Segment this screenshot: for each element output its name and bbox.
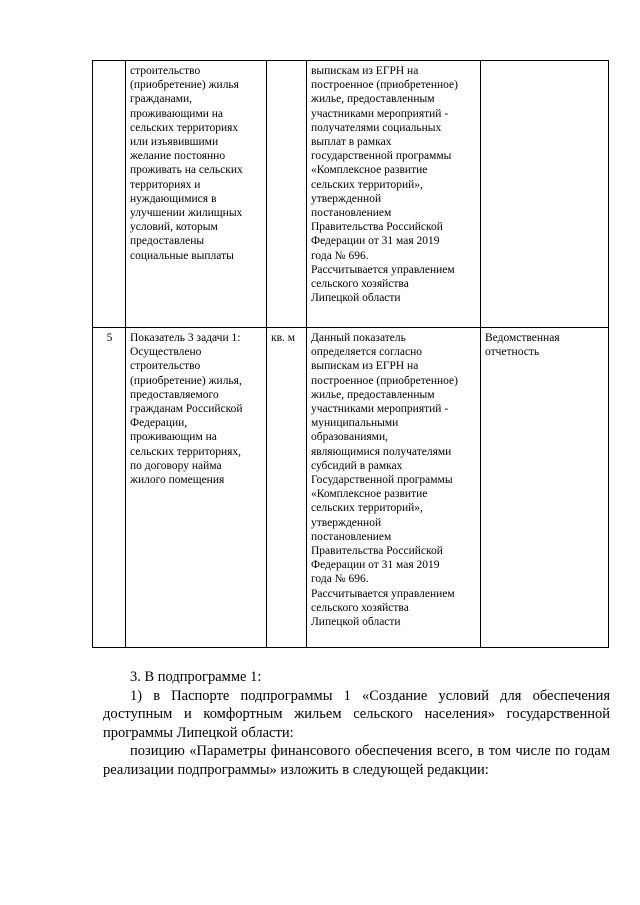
unit-of-measure: [267, 61, 307, 328]
data-source: [481, 61, 609, 328]
indicator-name: Показатель 3 задачи 1: Осуществлено строительство (приобретение) жилья, предоставляемого гражданам Российской Федерации, проживающим на сельских территориях, по договору найма жилого помещения: [126, 328, 267, 648]
calculation-method: выпискам из ЕГРН на построенное (приобретенное) жилье, предоставленным участниками мероприятий - получателями социальных выплат в рамках государственной программы «Комплексное развитие сельских территорий», утвержденной постановлением Правительства Российской Федерации от 31 мая 2019 года № 696. Рассчитывается управлением сельского хозяйства Липецкой области: [307, 61, 481, 328]
paragraph: 1) в Паспорте подпрограммы 1 «Создание условий для обеспечения доступным и комфортным жильем сельского населения» государственной программы Липецкой области:: [103, 687, 610, 741]
indicators-table: [92, 60, 609, 648]
data-source: Ведомственная отчетность: [481, 328, 609, 648]
section-heading: 3. В подпрограмме 1:: [130, 669, 262, 685]
row-number: [93, 61, 126, 328]
row-number: 5: [93, 328, 126, 648]
document-body: [103, 668, 610, 779]
indicator-name: строительство (приобретение) жилья гражданами, проживающими на сельских территориях или изъявившими желание постоянно проживать на сельских территориях и нуждающимися в улучшении жилищных условий, которым предоставлены социальные выплаты: [126, 61, 267, 328]
paragraph: позицию «Параметры финансового обеспечения всего, в том числе по годам реализации подпрограммы» изложить в следующей редакции:: [103, 743, 610, 778]
table-row: [93, 328, 609, 648]
calculation-method: Данный показатель определяется согласно выпискам из ЕГРН на построенное (приобретенное) жилье, предоставленным участниками мероприятий - муниципальными образованиями, являющимися получателями субсидий в рамках Государственной программы «Комплексное развитие сельских территорий», утвержденной постановлением Правительства Российской Федерации от 31 мая 2019 года № 696. Рассчитывается управлением сельского хозяйства Липецкой области: [307, 328, 481, 648]
table-row: [93, 61, 609, 328]
unit-of-measure: кв. м: [267, 328, 307, 648]
